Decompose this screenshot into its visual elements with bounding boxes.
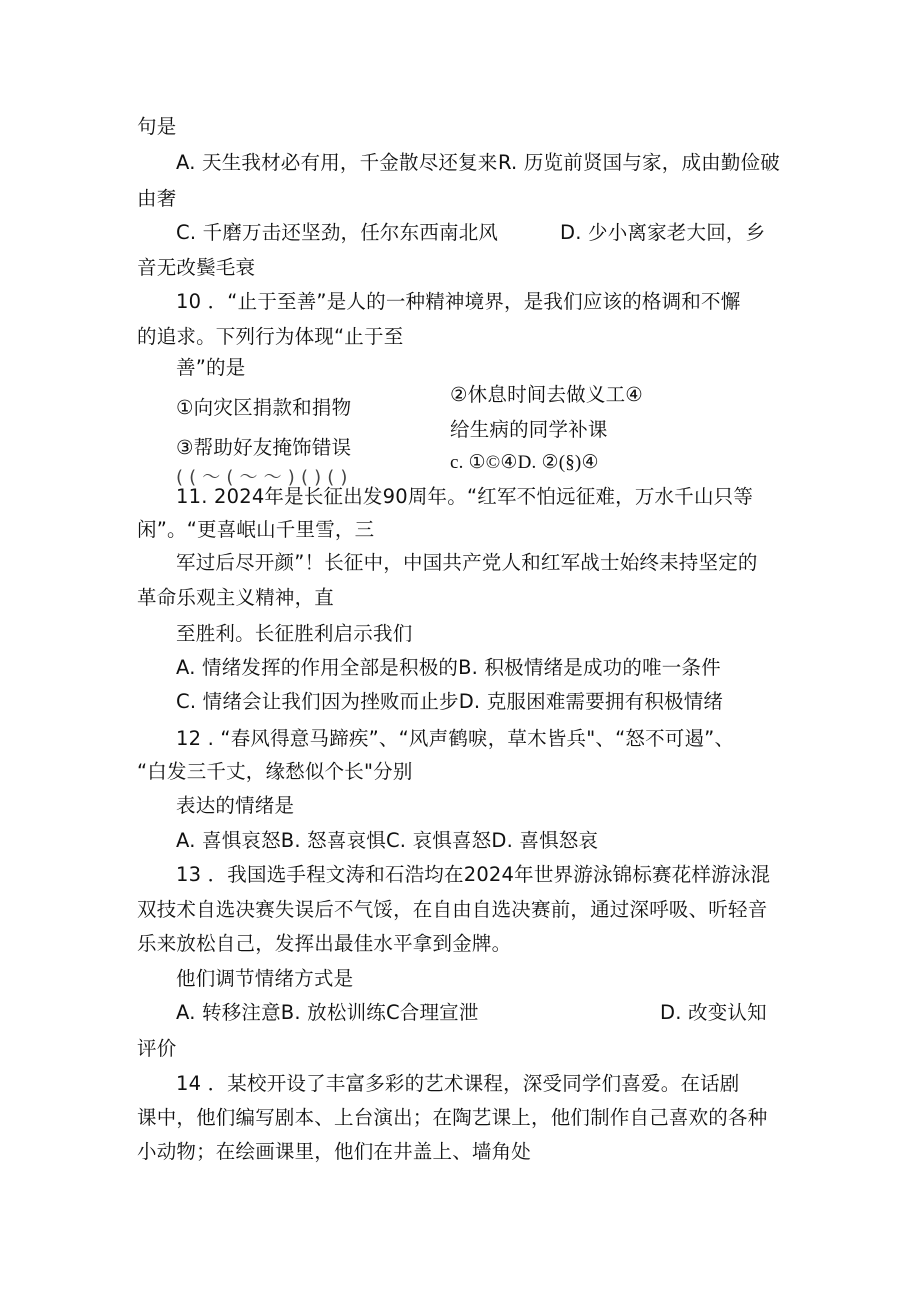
option-d: D. 少小离家老大回，乡 xyxy=(560,221,766,244)
text-line: 闲”。“更喜岷山千里雪，三 xyxy=(137,518,375,541)
question-12: 12 . “春风得意马蹄疾”、“风声鹤唳，草木皆兵"、“怒不可遏”、 xyxy=(176,727,735,750)
option-c: C. 千磨万击还坚劲，任尔东西南北风 xyxy=(176,221,499,244)
text-line: 乐来放松自己，发挥出最佳水平拿到金牌。 xyxy=(137,932,512,955)
question-14: 14 ．某校开设了丰富多彩的艺术课程，深受同学们喜爱。在话剧 xyxy=(176,1072,740,1095)
options-ab: A. 情绪发挥的作用全部是积极的B. 积极情绪是成功的唯一条件 xyxy=(176,656,721,679)
option-d: D. 改变认知 xyxy=(660,1001,767,1024)
text-line: 的追求。下列行为体现“止于至 xyxy=(137,325,404,348)
text-line: 善”的是 xyxy=(176,356,246,379)
text-line: 表达的情绪是 xyxy=(176,794,295,817)
text-line: 由奢 xyxy=(137,187,177,210)
statement-2: ②休息时间去做义工④ xyxy=(450,383,643,406)
option-a: A. 天生我材必有用，千金散尽还复来 xyxy=(176,151,498,174)
options-abcd: A. 喜惧哀怒B. 怒喜哀惧C. 哀惧喜怒D. 喜惧怒哀 xyxy=(176,829,599,852)
text-line: “白发三千丈，缘愁似个长"分别 xyxy=(137,760,413,783)
option-b: R. 历览前贤国与家，成由勤俭破 xyxy=(498,151,780,174)
text-line: 他们调节情绪方式是 xyxy=(176,967,354,990)
text-line: 课中，他们编写剧本、上台演出；在陶艺课上，他们制作自己喜欢的各种 xyxy=(137,1106,768,1129)
options-cd: C. 情绪会让我们因为挫败而止步D. 克服困难需要拥有积极情绪 xyxy=(176,690,724,713)
options-abc: A. 转移注意B. 放松训练C合理宣泄 xyxy=(176,1001,479,1024)
text-line: 至胜利。长征胜利启示我们 xyxy=(176,622,413,645)
text-line: 军过后尽开颜”！长征中，中国共产党人和红军战士始终耒持坚定的 xyxy=(176,551,758,574)
statement-4: 给生病的同学补课 xyxy=(450,418,608,441)
text-line: 双技术自选决赛失误后不气馁，在自由自选决赛前，通过深呼吸、听轻音 xyxy=(137,898,768,921)
text-line: 句是 xyxy=(137,115,177,138)
question-11: 11. 2024年是长征出发90周年。“红军不怕远征难，万水千山只等 xyxy=(176,485,754,508)
text-line: 小动物；在绘画课里，他们在井盖上、墙角处 xyxy=(137,1140,532,1163)
question-10: 10 ．“止于至善”是人的一种精神境界，是我们应该的格调和不懈 xyxy=(176,290,741,313)
clipped-options: ( ( ～ ( ～ ～ ) ( ) ( ) xyxy=(176,467,348,488)
options-cd: c. ①©④D. ②(§)④ xyxy=(450,452,599,473)
text-line: 革命乐观主义精神，直 xyxy=(137,586,335,609)
statement-3: ③帮助好友掩饰错误 xyxy=(176,436,352,459)
statement-1: ①向灾区捐款和捐物 xyxy=(176,396,352,419)
text-line: 音无改鬓毛衰 xyxy=(137,256,256,279)
question-13: 13 ．我国选手程文涛和石浩均在2024年世界游泳锦标赛花样游泳混 xyxy=(176,863,771,886)
text-line: 评价 xyxy=(137,1037,177,1060)
